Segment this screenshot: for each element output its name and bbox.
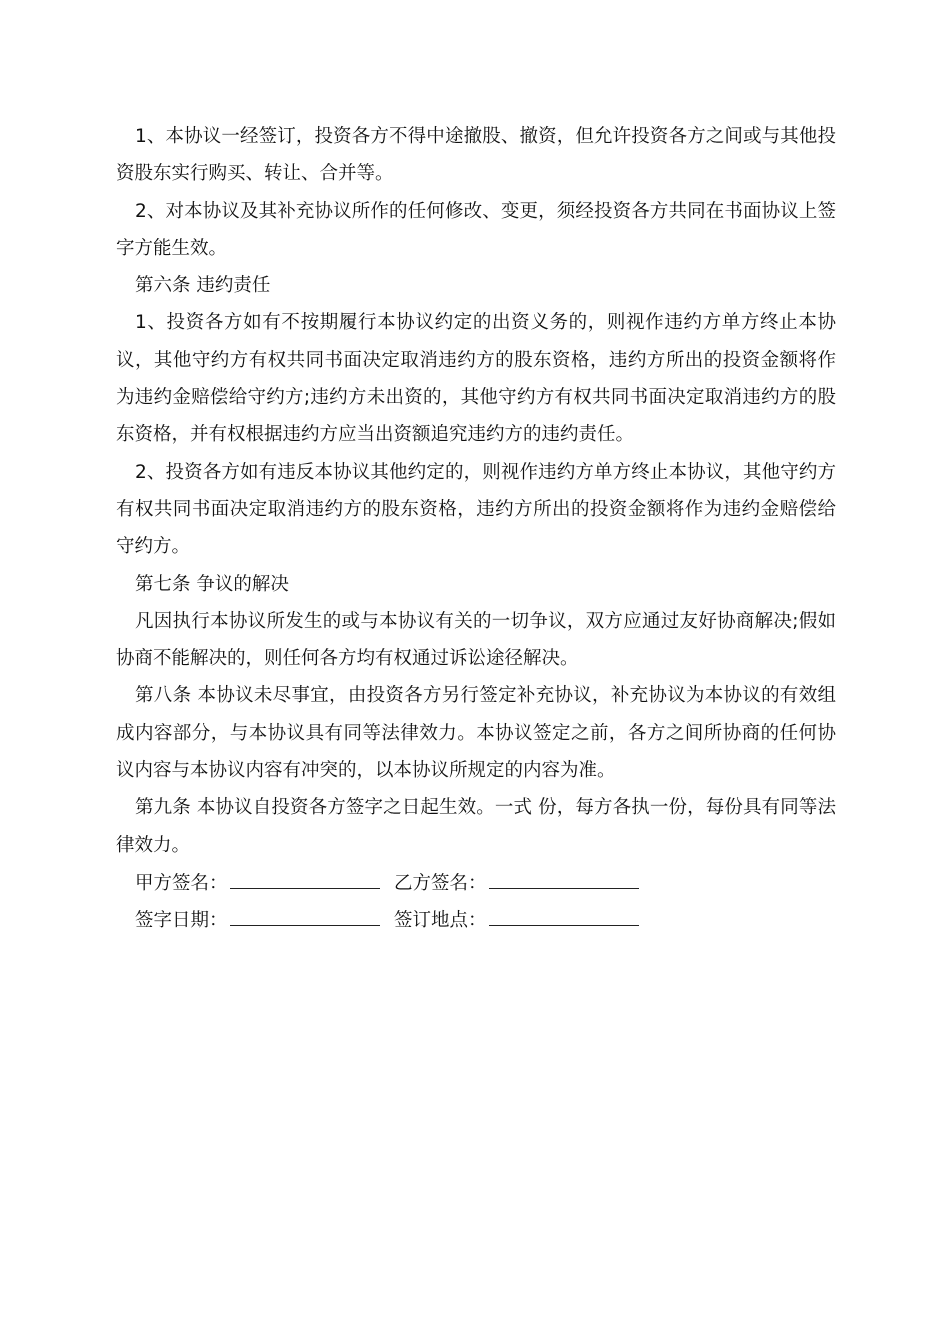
clause-paragraph-1: 1、本协议一经签订，投资各方不得中途撤股、撤资，但允许投资各方之间或与其他投资股东实行购买、转让、合并等。: [116, 126, 836, 185]
date-place-row: [116, 901, 836, 938]
breach-paragraph-1: 1、投资各方如有不按期履行本协议约定的出资义务的，则视作违约方单方终止本协议，其他守约方有权共同书面决定取消违约方的股东资格，违约方所出的投资金额将作为违约金赔偿给守约方;违约方未出资的，其他守约方有权共同书面决定取消违约方的股东资格，并有权根据违约方应当出资额追究违约方的违约责任。: [116, 312, 836, 446]
article-7-heading: 第七条 争议的解决: [135, 573, 289, 595]
party-b-signature-field: [394, 864, 639, 902]
dispute-paragraph: 凡因执行本协议所发生的或与本协议有关的一切争议，双方应通过友好协商解决;假如协商不能解决的，则任何各方均有权通过诉讼途径解决。: [116, 610, 836, 670]
clause-paragraph-2: 2、对本协议及其补充协议所作的任何修改、变更，须经投资各方共同在书面协议上签字方能生效。: [116, 200, 836, 259]
party-a-signature-line[interactable]: [230, 864, 380, 889]
place-field: [394, 901, 639, 939]
signature-row: [116, 864, 836, 901]
party-a-signature-field: [135, 864, 380, 902]
date-label: 签字日期：: [135, 910, 228, 932]
party-b-label: 乙方签名：: [394, 872, 487, 894]
article-9-paragraph: 第九条 本协议自投资各方签字之日起生效。一式 份，每方各执一份，每份具有同等法律效力。: [116, 797, 836, 856]
article-6-heading: 第六条 违约责任: [135, 275, 271, 297]
party-b-signature-line[interactable]: [489, 864, 639, 889]
document-page: [116, 118, 836, 939]
date-line[interactable]: [230, 901, 380, 926]
party-a-label: 甲方签名：: [135, 872, 228, 894]
place-label: 签订地点：: [394, 910, 487, 932]
place-line[interactable]: [489, 901, 639, 926]
breach-paragraph-2: 2、投资各方如有违反本协议其他约定的，则视作违约方单方终止本协议，其他守约方有权共同书面决定取消违约方的股东资格，违约方所出的投资金额将作为违约金赔偿给守约方。: [116, 461, 836, 558]
date-field: [135, 901, 380, 939]
article-8-paragraph: 第八条 本协议未尽事宜，由投资各方另行签定补充协议，补充协议为本协议的有效组成内容部分，与本协议具有同等法律效力。本协议签定之前，各方之间所协商的任何协议内容与本协议内容有冲突的，以本协议所规定的内容为准。: [116, 685, 836, 782]
